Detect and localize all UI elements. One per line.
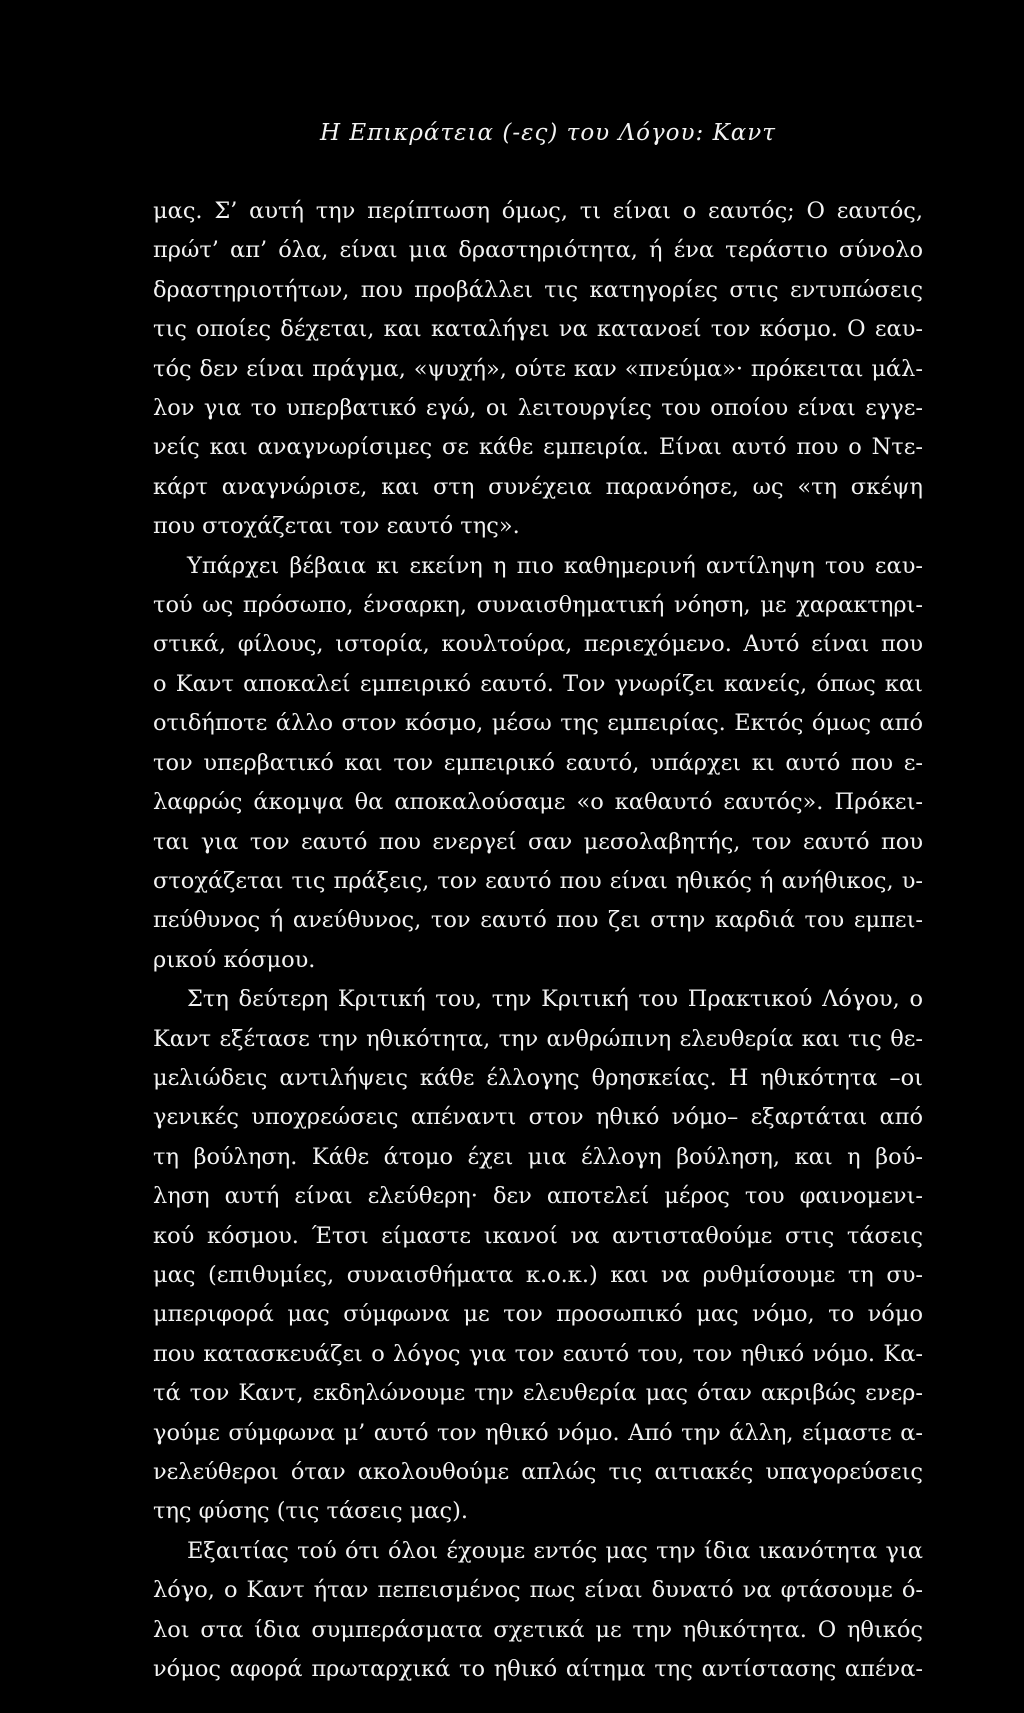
text-line: ται για τον εαυτό που ενεργεί σαν μεσολαβητής, τον εαυτό που [153,828,923,855]
text-line: λόγο, ο Καντ ήταν πεπεισμένος πως είναι δυνατό να φτάσουμε ό- [153,1577,923,1604]
text-line: πρώτ’ απ’ όλα, είναι μια δραστηριότητα, ή ένα τεράστιο σύνολο [153,237,923,264]
text-line: νελεύθεροι όταν ακολουθούμε απλώς τις αιτιακές υπαγορεύσεις [153,1459,923,1485]
text-line: κάρτ αναγνώρισε, και στη συνέχεια παρανόησε, ως «τη σκέψη [153,473,923,500]
text-line: λοι στα ίδια συμπεράσματα σχετικά με την ηθικότητα. Ο ηθικός [153,1616,923,1643]
text-line: μπεριφορά μας σύμφωνα με τον προσωπικό μας νόμο, το νόμο [153,1301,923,1328]
text-line: λαφρώς άκομψα θα αποκαλούσαμε «ο καθαυτό εαυτός». Πρόκει- [153,789,923,816]
text-line: ρικού κόσμου. [153,946,316,973]
text-line: που στοχάζεται τον εαυτό της». [153,513,520,540]
text-line: τός δεν είναι πράγμα, «ψυχή», ούτε καν «πνεύμα»· πρόκειται μάλ- [153,355,923,382]
body-text [153,192,923,1689]
text-line: ο Καντ αποκαλεί εμπειρικό εαυτό. Τον γνωρίζει κανείς, όπως και [153,670,923,697]
text-line: οτιδήποτε άλλο στον κόσμο, μέσω της εμπειρίας. Εκτός όμως από [153,710,923,737]
paragraph [153,192,923,547]
paragraph [153,547,923,980]
book-page [153,120,923,1689]
text-line: τά τον Καντ, εκδηλώνουμε την ελευθερία μας όταν ακριβώς ενερ- [153,1380,923,1407]
text-line: στικά, φίλους, ιστορία, κουλτούρα, περιεχόμενο. Αυτό είναι που [153,631,923,658]
text-line: τις οποίες δέχεται, και καταλήγει να κατανοεί τον κόσμο. Ο εαυ- [153,316,923,343]
text-line: δραστηριοτήτων, που προβάλλει τις κατηγορίες στις εντυπώσεις [153,276,923,303]
running-head: Η Επικράτεια (-ες) του Λόγου: Καντ [320,120,776,146]
text-line: που κατασκευάζει ο λόγος για τον εαυτό του, τον ηθικό νόμο. Κα- [153,1340,923,1367]
text-line: πεύθυνος ή ανεύθυνος, τον εαυτό που ζει στην καρδιά του εμπει- [153,907,923,934]
text-line: νείς και αναγνωρίσιμες σε κάθε εμπειρία. Είναι αυτό που ο Ντε- [153,434,923,461]
text-line: γενικές υποχρεώσεις απέναντι στον ηθικό νόμο– εξαρτάται από [153,1104,923,1131]
paragraph [153,1532,923,1690]
paragraph [153,980,923,1532]
text-line: νόμος αφορά πρωταρχικά το ηθικό αίτημα της αντίστασης απένα- [153,1656,923,1683]
text-line: κού κόσμου. Έτσι είμαστε ικανοί να αντισταθούμε στις τάσεις [153,1222,923,1249]
text-line: της φύσης (τις τάσεις μας). [153,1498,469,1525]
text-line: Εξαιτίας τού ότι όλοι έχουμε εντός μας την ίδια ικανότητα για [187,1537,923,1564]
text-line: τού ως πρόσωπο, ένσαρκη, συναισθηματική νόηση, με χαρακτηρι- [153,592,923,619]
text-line: γούμε σύμφωνα μ’ αυτό τον ηθικό νόμο. Από την άλλη, είμαστε α- [153,1419,923,1446]
text-line: Υπάρχει βέβαια κι εκείνη η πιο καθημερινή αντίληψη του εαυ- [187,552,923,579]
text-line: λον για το υπερβατικό εγώ, οι λειτουργίες του οποίου είναι εγγε- [153,395,923,422]
text-line: Καντ εξέτασε την ηθικότητα, την ανθρώπινη ελευθερία και τις θε- [153,1025,923,1052]
text-line: Στη δεύτερη Κριτική του, την Κριτική του Πρακτικού Λόγου, ο [187,986,923,1013]
text-line: μας. Σ’ αυτή την περίπτωση όμως, τι είναι ο εαυτός; Ο εαυτός, [153,198,923,224]
text-line: στοχάζεται τις πράξεις, τον εαυτό που είναι ηθικός ή ανήθικος, υ- [153,867,923,894]
text-line: μελιώδεις αντιλήψεις κάθε έλλογης θρησκείας. Η ηθικότητα –οι [153,1064,923,1091]
text-line: τον υπερβατικό και τον εμπειρικό εαυτό, υπάρχει κι αυτό που ε- [153,749,923,776]
text-line: τη βούληση. Κάθε άτομο έχει μια έλλογη βούληση, και η βού- [153,1143,923,1170]
text-line: μας (επιθυμίες, συναισθήματα κ.ο.κ.) και να ρυθμίσουμε τη συ- [153,1261,923,1288]
text-line: ληση αυτή είναι ελεύθερη· δεν αποτελεί μέρος του φαινομενι- [153,1183,923,1210]
